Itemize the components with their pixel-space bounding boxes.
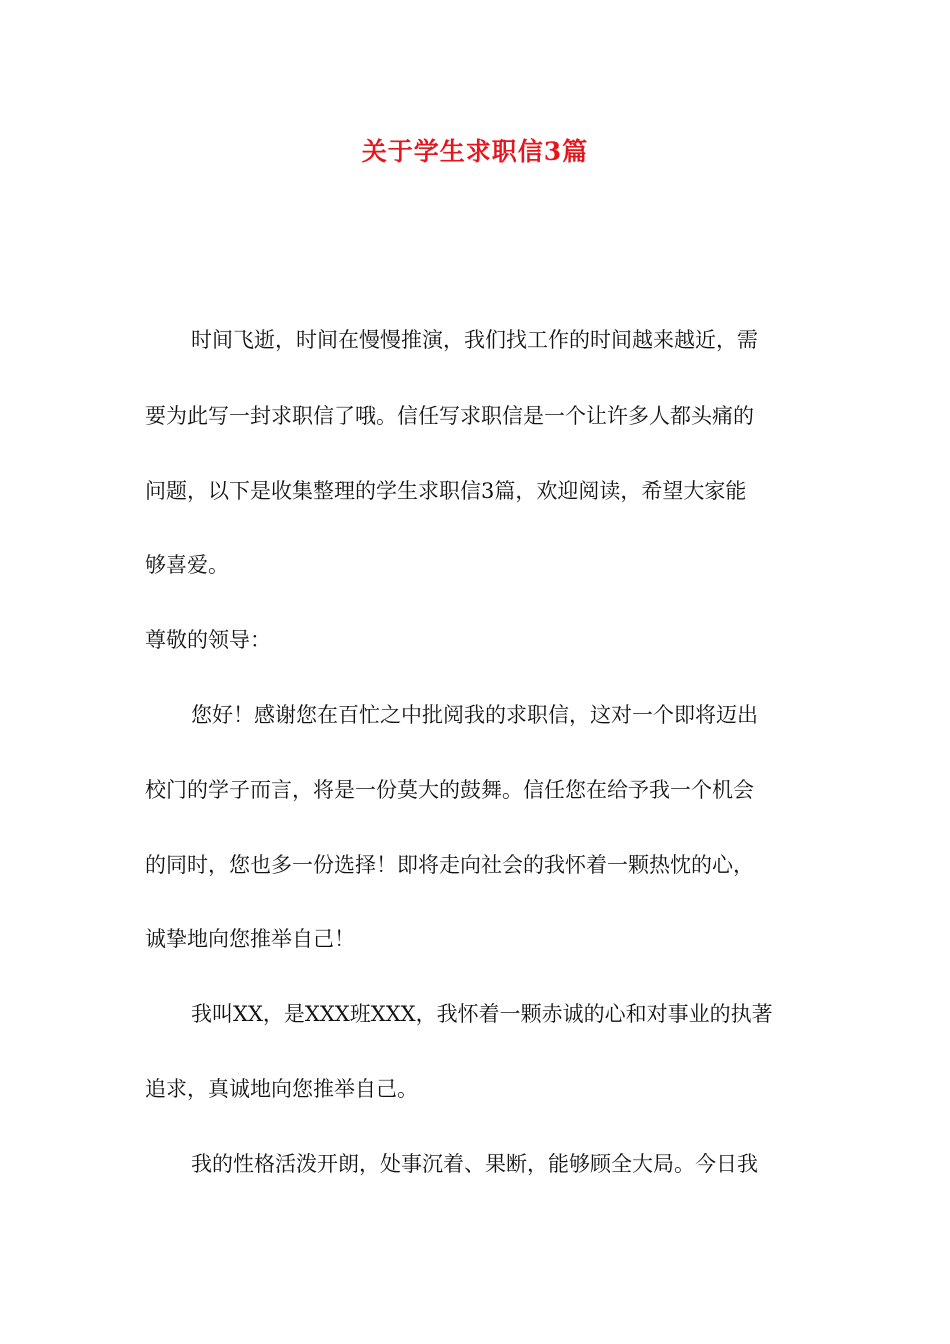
paragraph-line: 您好！感谢您在百忙之中批阅我的求职信，这对一个即将迈出 — [191, 703, 758, 727]
paragraph-line: 校门的学子而言，将是一份莫大的鼓舞。信任您在给予我一个机会 — [145, 778, 754, 802]
paragraph-line: 我的性格活泼开朗，处事沉着、果断，能够顾全大局。今日我 — [191, 1152, 758, 1176]
paragraph-line: 要为此写一封求职信了哦。信任写求职信是一个让许多人都头痛的 — [145, 404, 754, 428]
paragraph-line: 诚挚地向您推举自己！ — [145, 927, 355, 951]
document-title: 关于学生求职信3篇 — [361, 137, 589, 166]
paragraph-line: 追求，真诚地向您推举自己。 — [145, 1077, 418, 1101]
paragraph-line: 我叫XX，是XXX班XXX，我怀着一颗赤诚的心和对事业的执著 — [191, 1002, 773, 1026]
salutation: 尊敬的领导： — [145, 628, 271, 652]
paragraph-line: 问题，以下是收集整理的学生求职信3篇，欢迎阅读，希望大家能 — [145, 479, 747, 503]
paragraph-line: 时间飞逝，时间在慢慢推演，我们找工作的时间越来越近，需 — [191, 328, 758, 352]
paragraph-line: 够喜爱。 — [145, 553, 229, 577]
paragraph-line: 的同时，您也多一份选择！即将走向社会的我怀着一颗热忱的心， — [145, 853, 754, 877]
